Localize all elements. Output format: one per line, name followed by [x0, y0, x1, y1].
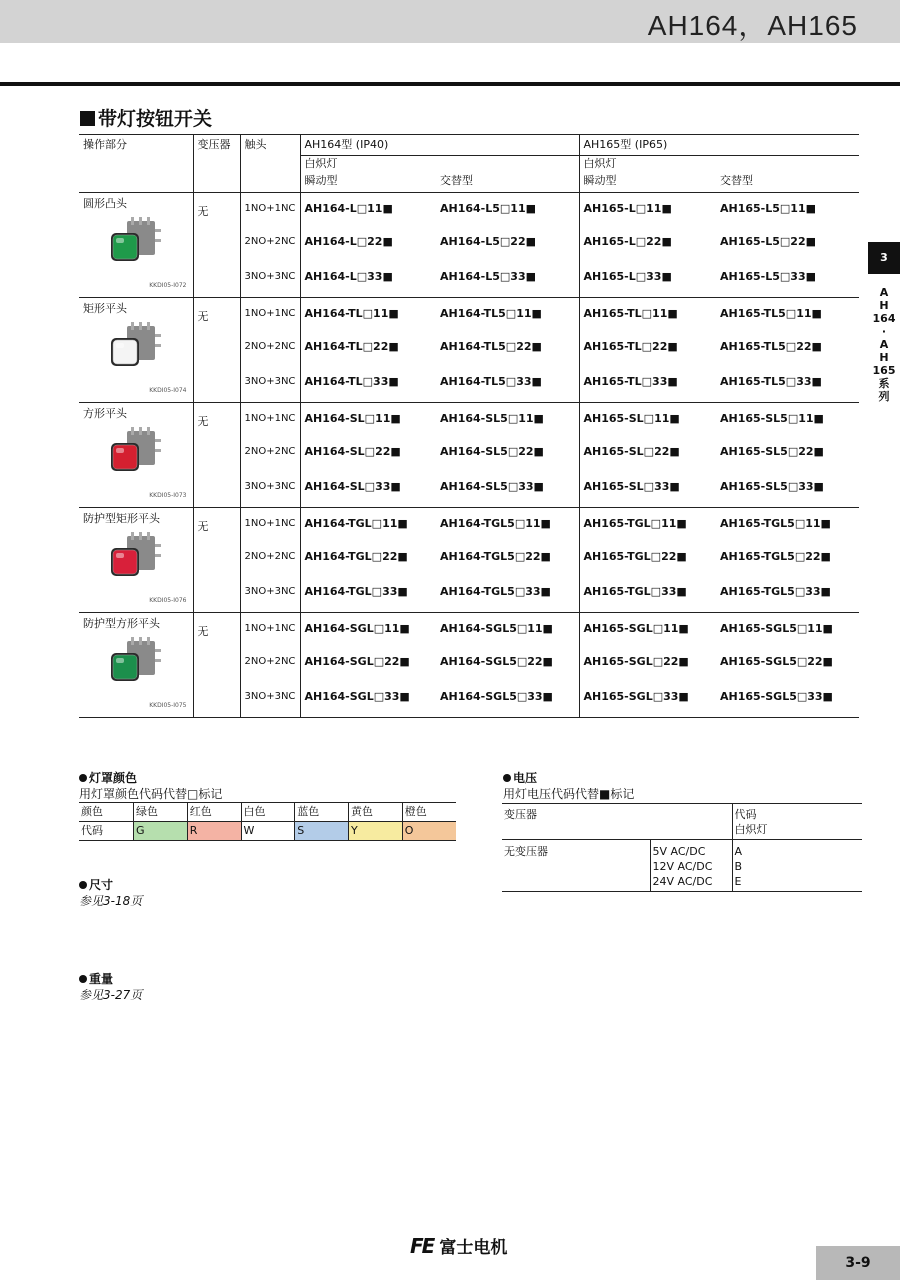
push-button-photo [105, 322, 161, 374]
part-number: AH165-SL5□11■ [720, 412, 824, 425]
chapter-label-char: · [881, 325, 887, 338]
lens-color-table [79, 802, 456, 841]
part-number: AH164-SGL□33■ [304, 689, 410, 703]
part-number-cell [300, 613, 436, 718]
part-number: AH165-SL5□33■ [720, 479, 824, 493]
color-name: 橙色 [402, 803, 456, 822]
part-number-cell [579, 298, 716, 403]
operation-name: 矩形平头 [83, 302, 127, 315]
chapter-label [868, 286, 900, 403]
product-group-row [79, 403, 859, 508]
operation-cell [79, 508, 193, 613]
contact-config: 1NO+1NC [244, 203, 296, 214]
header-rule [0, 82, 900, 86]
chapter-label-char: H [879, 351, 889, 364]
footer-logo [410, 1233, 507, 1258]
voltage-note: 用灯电压代码代替■标记 [503, 787, 635, 801]
operation-cell [79, 193, 193, 298]
color-row-label: 颜色 [79, 803, 134, 822]
section-title-text: 带灯按钮开关 [98, 108, 213, 130]
contact-cell [240, 298, 300, 403]
product-group-row [79, 298, 859, 403]
bullet-icon [79, 774, 87, 782]
part-number: AH164-SGL5□11■ [440, 622, 553, 635]
header-band [0, 0, 900, 43]
product-groups [79, 193, 859, 718]
part-number: AH164-L□11■ [304, 202, 393, 215]
bullet-icon [79, 881, 87, 889]
voltage-values [650, 840, 732, 892]
part-number-cell [436, 298, 579, 403]
contact-config: 2NO+2NC [244, 341, 296, 352]
contact-config: 1NO+1NC [244, 623, 296, 634]
part-number-cell [716, 508, 859, 613]
part-number: AH165-L□11■ [583, 202, 672, 215]
type-momentary-ah164: 瞬动型 [300, 172, 436, 193]
part-number: AH164-SGL5□22■ [440, 655, 553, 668]
chapter-label-char: 165 [872, 364, 896, 377]
part-number: AH165-TGL5□11■ [720, 517, 831, 530]
fuji-logo-icon: FE [410, 1234, 434, 1258]
part-number: AH165-TL□11■ [583, 307, 678, 320]
color-name: 白色 [241, 803, 295, 822]
lens-color-title [79, 769, 137, 786]
col-transformer-header: 变压器 [193, 135, 240, 193]
weight-title-text: 重量 [89, 972, 114, 986]
part-number: AH164-L5□11■ [440, 202, 537, 215]
part-number: AH164-TGL5□11■ [440, 517, 551, 530]
voltage-col-lamp-label: 白炽灯 [734, 823, 768, 836]
part-number-cell [579, 508, 716, 613]
image-code: KKDI05-I075 [149, 702, 187, 709]
square-bullet-icon [80, 111, 95, 126]
voltage-codes [732, 840, 862, 892]
part-number: AH164-SL5□33■ [440, 479, 544, 493]
part-number: AH164-L□22■ [304, 235, 393, 248]
footer-brand: 富士电机 [439, 1238, 508, 1258]
part-number: AH165-SGL□33■ [583, 689, 689, 703]
part-number: AH165-SL□11■ [583, 412, 680, 425]
operation-cell [79, 298, 193, 403]
bullet-icon [503, 774, 511, 782]
voltage-code: E [734, 875, 742, 888]
section-title [80, 104, 212, 131]
part-number: AH165-SL5□22■ [720, 445, 824, 458]
part-number: AH165-SGL5□33■ [720, 689, 833, 703]
type-momentary-ah165: 瞬动型 [579, 172, 716, 193]
color-name: 黄色 [349, 803, 403, 822]
contact-config: 3NO+3NC [244, 375, 296, 387]
contact-config: 2NO+2NC [244, 236, 296, 247]
part-number: AH165-TL5□33■ [720, 374, 822, 388]
part-number: AH164-TL□22■ [304, 340, 399, 353]
contact-config: 3NO+3NC [244, 690, 296, 702]
color-code: G [134, 822, 188, 841]
contact-config: 3NO+3NC [244, 270, 296, 282]
bullet-icon [79, 975, 87, 983]
part-number: AH165-TGL□33■ [583, 584, 687, 598]
voltage-value: 5V AC/DC [652, 845, 706, 858]
lamp-ah164: 白炽灯 [300, 156, 579, 173]
part-number: AH164-TGL5□22■ [440, 550, 551, 563]
voltage-table [502, 803, 862, 892]
part-number: AH164-TGL□33■ [304, 584, 408, 598]
part-number: AH164-SL5□11■ [440, 412, 544, 425]
color-code: Y [349, 822, 403, 841]
part-number: AH164-TGL5□33■ [440, 584, 551, 598]
contact-cell [240, 613, 300, 718]
part-number: AH164-SL□33■ [304, 479, 401, 493]
product-group-row [79, 193, 859, 298]
part-number: AH164-SGL□22■ [304, 655, 410, 668]
operation-cell [79, 403, 193, 508]
part-number: AH165-L5□33■ [720, 269, 817, 283]
part-number: AH165-SL□33■ [583, 479, 680, 493]
part-number-cell [436, 403, 579, 508]
part-number-cell [716, 193, 859, 298]
push-button-photo [105, 427, 161, 479]
code-row-label: 代码 [79, 822, 134, 841]
part-number: AH164-SL□11■ [304, 412, 401, 425]
page-number: 3-9 [816, 1246, 900, 1280]
image-code: KKDI05-I073 [149, 492, 187, 499]
operation-name: 防护型矩形平头 [83, 512, 160, 525]
part-number-cell [300, 193, 436, 298]
part-number-cell [579, 403, 716, 508]
part-number: AH165-SGL5□11■ [720, 622, 833, 635]
contact-config: 3NO+3NC [244, 480, 296, 492]
contact-config: 2NO+2NC [244, 551, 296, 562]
push-button-photo [105, 532, 161, 584]
chapter-number-tab: 3 [868, 242, 900, 274]
operation-name: 圆形凸头 [83, 197, 127, 210]
lamp-ah165: 白炽灯 [579, 156, 859, 173]
part-number: AH165-TGL5□33■ [720, 584, 831, 598]
part-number-cell [716, 298, 859, 403]
voltage-col-transformer: 变压器 [502, 804, 732, 840]
voltage-row-transformer: 无变压器 [502, 840, 650, 892]
color-name: 绿色 [134, 803, 188, 822]
part-number: AH164-TGL□22■ [304, 550, 408, 563]
contact-cell [240, 508, 300, 613]
part-number: AH165-TL□22■ [583, 340, 678, 353]
part-number: AH165-TGL□11■ [583, 517, 687, 530]
image-code: KKDI05-I074 [149, 387, 187, 394]
part-number: AH164-TL5□22■ [440, 340, 542, 353]
header-title: AH164，AH165 [647, 10, 858, 41]
color-code: W [241, 822, 295, 841]
contact-config: 1NO+1NC [244, 413, 296, 424]
part-number: AH165-TGL5□22■ [720, 550, 831, 563]
part-number-cell [716, 613, 859, 718]
operation-name: 防护型方形平头 [83, 617, 160, 630]
part-number: AH165-L□33■ [583, 269, 672, 283]
contact-config: 1NO+1NC [244, 518, 296, 529]
dimensions-title [79, 876, 113, 893]
dimensions-title-text: 尺寸 [89, 878, 114, 892]
chapter-label-char: A [879, 338, 889, 351]
push-button-photo [105, 637, 161, 689]
transformer-cell: 无 [193, 403, 240, 508]
weight-ref: 参见3-27页 [79, 988, 143, 1002]
part-number: AH165-L5□22■ [720, 235, 817, 248]
type-alternate-ah164: 交替型 [436, 172, 579, 193]
part-number-cell [579, 193, 716, 298]
voltage-code: A [734, 845, 743, 858]
color-code: O [402, 822, 456, 841]
voltage-value: 12V AC/DC [652, 860, 713, 873]
part-number: AH165-TGL□22■ [583, 550, 687, 563]
part-number-cell [436, 508, 579, 613]
part-number: AH165-SGL□11■ [583, 622, 689, 635]
part-number: AH164-TGL□11■ [304, 517, 408, 530]
part-number-cell [300, 508, 436, 613]
lens-color-title-text: 灯罩颜色 [89, 771, 138, 785]
push-button-photo [105, 217, 161, 269]
part-number: AH164-SL5□22■ [440, 445, 544, 458]
part-number: AH165-L□22■ [583, 235, 672, 248]
part-number: AH165-TL□33■ [583, 374, 678, 388]
part-number: AH165-SGL□22■ [583, 655, 689, 668]
operation-name: 方形平头 [83, 407, 127, 420]
chapter-label-char: 164 [872, 312, 896, 325]
part-number: AH164-SGL5□33■ [440, 689, 553, 703]
operation-cell [79, 613, 193, 718]
chapter-label-char: A [879, 286, 889, 299]
part-number: AH164-TL5□33■ [440, 374, 542, 388]
part-number: AH165-SL□22■ [583, 445, 680, 458]
contact-config: 3NO+3NC [244, 585, 296, 597]
part-number: AH164-L5□33■ [440, 269, 537, 283]
color-code: R [187, 822, 241, 841]
series-ah164-header: AH164型 (IP40) [300, 135, 579, 156]
voltage-col-code-label: 代码 [734, 808, 757, 821]
transformer-cell: 无 [193, 613, 240, 718]
lens-color-note: 用灯罩颜色代码代替□标记 [79, 787, 223, 801]
part-number: AH165-TL5□11■ [720, 307, 822, 320]
weight-title [79, 970, 113, 987]
color-name: 红色 [187, 803, 241, 822]
product-group-row [79, 613, 859, 718]
contact-cell [240, 403, 300, 508]
contact-config: 1NO+1NC [244, 308, 296, 319]
voltage-col-code [732, 804, 862, 840]
product-group-row [79, 508, 859, 613]
product-table [79, 134, 859, 718]
part-number-cell [300, 298, 436, 403]
dimensions-ref: 参见3-18页 [79, 894, 143, 908]
part-number: AH164-TL□11■ [304, 307, 399, 320]
contact-config: 2NO+2NC [244, 656, 296, 667]
part-number-cell [716, 403, 859, 508]
type-alternate-ah165: 交替型 [716, 172, 859, 193]
chapter-label-char: 系 [878, 377, 890, 390]
image-code: KKDI05-I072 [149, 282, 187, 289]
color-code: S [295, 822, 349, 841]
part-number-cell [436, 193, 579, 298]
voltage-title-text: 电压 [513, 771, 538, 785]
part-number: AH165-TL5□22■ [720, 340, 822, 353]
chapter-label-char: 列 [878, 390, 890, 403]
part-number-cell [436, 613, 579, 718]
transformer-cell: 无 [193, 298, 240, 403]
contact-config: 2NO+2NC [244, 446, 296, 457]
contact-cell [240, 193, 300, 298]
part-number-cell [300, 403, 436, 508]
transformer-cell: 无 [193, 193, 240, 298]
part-number: AH165-L5□11■ [720, 202, 817, 215]
voltage-code: B [734, 860, 743, 873]
part-number-cell [579, 613, 716, 718]
color-name: 蓝色 [295, 803, 349, 822]
image-code: KKDI05-I076 [149, 597, 187, 604]
part-number: AH164-TL5□11■ [440, 307, 542, 320]
part-number: AH164-SGL□11■ [304, 622, 410, 635]
voltage-title [503, 769, 537, 786]
part-number: AH164-TL□33■ [304, 374, 399, 388]
series-ah165-header: AH165型 (IP65) [579, 135, 859, 156]
part-number: AH164-L5□22■ [440, 235, 537, 248]
transformer-cell: 无 [193, 508, 240, 613]
chapter-label-char: H [879, 299, 889, 312]
col-operation-header: 操作部分 [79, 135, 193, 193]
part-number: AH165-SGL5□22■ [720, 655, 833, 668]
part-number: AH164-L□33■ [304, 269, 393, 283]
col-contact-header: 触头 [240, 135, 300, 193]
part-number: AH164-SL□22■ [304, 445, 401, 458]
voltage-value: 24V AC/DC [652, 875, 713, 888]
